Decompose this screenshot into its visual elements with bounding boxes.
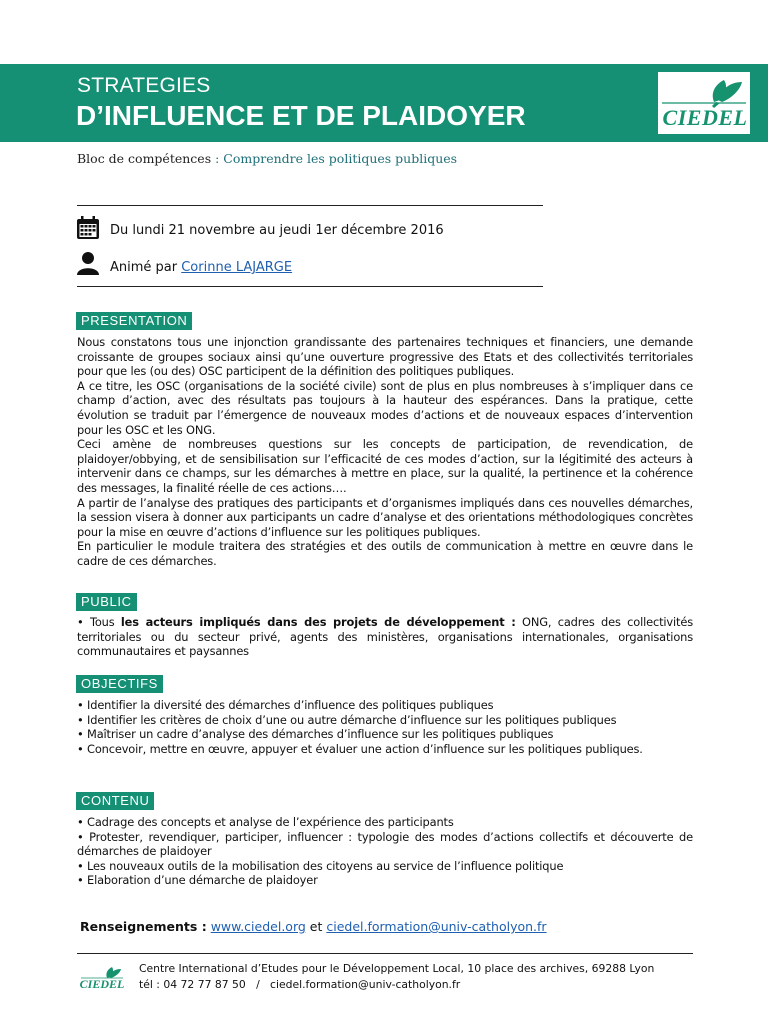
section-label-presentation: PRESENTATION [76, 312, 192, 330]
competence-label: Bloc de compétences [77, 151, 212, 166]
divider [77, 205, 543, 206]
list-item: • Les nouveaux outils de la mobilisation des citoyens au service de l’influence politique [77, 858, 564, 873]
public-rest: ONG, cadres des collectivités territoriales ou du secteur privé, agents des ministères, organisations internationales, organisations communautaires et paysannes [77, 615, 693, 659]
facilitator-label: Animé par [110, 260, 182, 275]
competence-block [77, 151, 457, 166]
divider [77, 286, 543, 287]
website-link[interactable]: www.ciedel.org [210, 919, 306, 934]
list-item: • Maîtriser un cadre d’analyse des démarches d’influence sur les politiques publiques [77, 727, 554, 742]
footer-logo [79, 966, 125, 992]
list-item: • Identifier la diversité des démarches d’influence des politiques publiques [77, 698, 494, 712]
contact-label: Renseignements : [80, 919, 207, 934]
title-line-1: STRATEGIES [77, 74, 211, 97]
section-label-objectifs: OBJECTIFS [76, 675, 163, 693]
list-item: • Cadrage des concepts et analyse de l’expérience des participants [77, 815, 454, 829]
list-item: • Protester, revendiquer, participer, influencer : typologie des modes d’actions collectifs et découverte de démarches de plaidoyer [77, 829, 693, 859]
contact-connector: et [305, 919, 327, 934]
ciedel-logo [658, 72, 750, 134]
footer-logo-wordmark: CIEDEL [79, 977, 125, 991]
facilitator [110, 260, 292, 275]
objectifs-list [77, 698, 693, 756]
logo-wordmark: CIEDEL [662, 105, 748, 130]
paragraph: Ceci amène de nombreuses questions sur les concepts de participation, de revendication, de plaidoyer/obbying, et de sensibilisation sur l’efficacité de ces modes d’action, sur la légitimité des acteurs à intervenir dans ce champs, sur les démarches à mettre en place, sur la qualité, la pertinence et la cohérence des messages, la finalité réelle de ces actions…. [77, 437, 693, 495]
email-link[interactable]: ciedel.formation@univ-catholyon.fr [326, 919, 547, 934]
footer-contact: tél : 04 72 77 87 50 / ciedel.formation@univ-catholyon.fr [139, 978, 461, 991]
paragraph: Nous constatons tous une injonction grandissante des partenaires techniques et financiers, une demande croissante de groupes sociaux ainsi qu’une ouverture progressive des Etats et des collectivités territoriales pour que les (ou des) OSC participent de la définition des politiques publiques. [77, 335, 693, 379]
section-label-public: PUBLIC [76, 593, 137, 611]
title-banner [0, 64, 768, 142]
footer-address: Centre International d’Etudes pour le Développement Local, 10 place des archives, 69288 Lyon [139, 962, 655, 975]
calendar-icon [76, 216, 100, 240]
list-item: • Elaboration d’une démarche de plaidoyer [77, 873, 318, 888]
footer-divider [77, 953, 693, 954]
bullet: • Tous [77, 615, 121, 629]
competence-value: : Comprendre les politiques publiques [215, 151, 458, 166]
list-item: • Identifier les critères de choix d’une ou autre démarche d’influence sur les politiques publiques [77, 712, 617, 727]
person-icon [77, 251, 99, 275]
paragraph: A partir de l’analyse des pratiques des participants et d’organismes impliqués dans ces nouvelles démarches, la session visera à donner aux participants un cadre d’analyse et des orientations méthodologiques concrètes pour la mise en œuvre d’actions d’influence sur les politiques publiques. [77, 495, 693, 539]
list-item: • Concevoir, mettre en œuvre, appuyer et évaluer une action d’influence sur les politiques publiques. [77, 741, 643, 756]
section-label-contenu: CONTENU [76, 792, 154, 810]
presentation-text [77, 335, 693, 569]
public-emphasis: les acteurs impliqués dans des projets de développement : [120, 615, 516, 629]
contenu-list [77, 815, 693, 888]
session-dates: Du lundi 21 novembre au jeudi 1er décembre 2016 [110, 223, 444, 238]
contact-info [80, 919, 547, 934]
facilitator-link[interactable]: Corinne LAJARGE [181, 260, 293, 275]
title-line-2: D’INFLUENCE ET DE PLAIDOYER [76, 100, 526, 131]
public-text [77, 615, 693, 659]
paragraph: A ce titre, les OSC (organisations de la société civile) sont de plus en plus nombreuses à s’impliquer dans ce champ d’action, avec des résultats pas toujours à la hauteur des espérances. Dans la pratique, cette évolution se traduit par l’émergence de nouveaux modes d’actions et de nouveaux espaces d’intervention pour les OSC et les ONG. [77, 378, 693, 437]
paragraph: En particulier le module traitera des stratégies et des outils de communication à mettre en œuvre dans le cadre de ces démarches. [77, 539, 693, 568]
